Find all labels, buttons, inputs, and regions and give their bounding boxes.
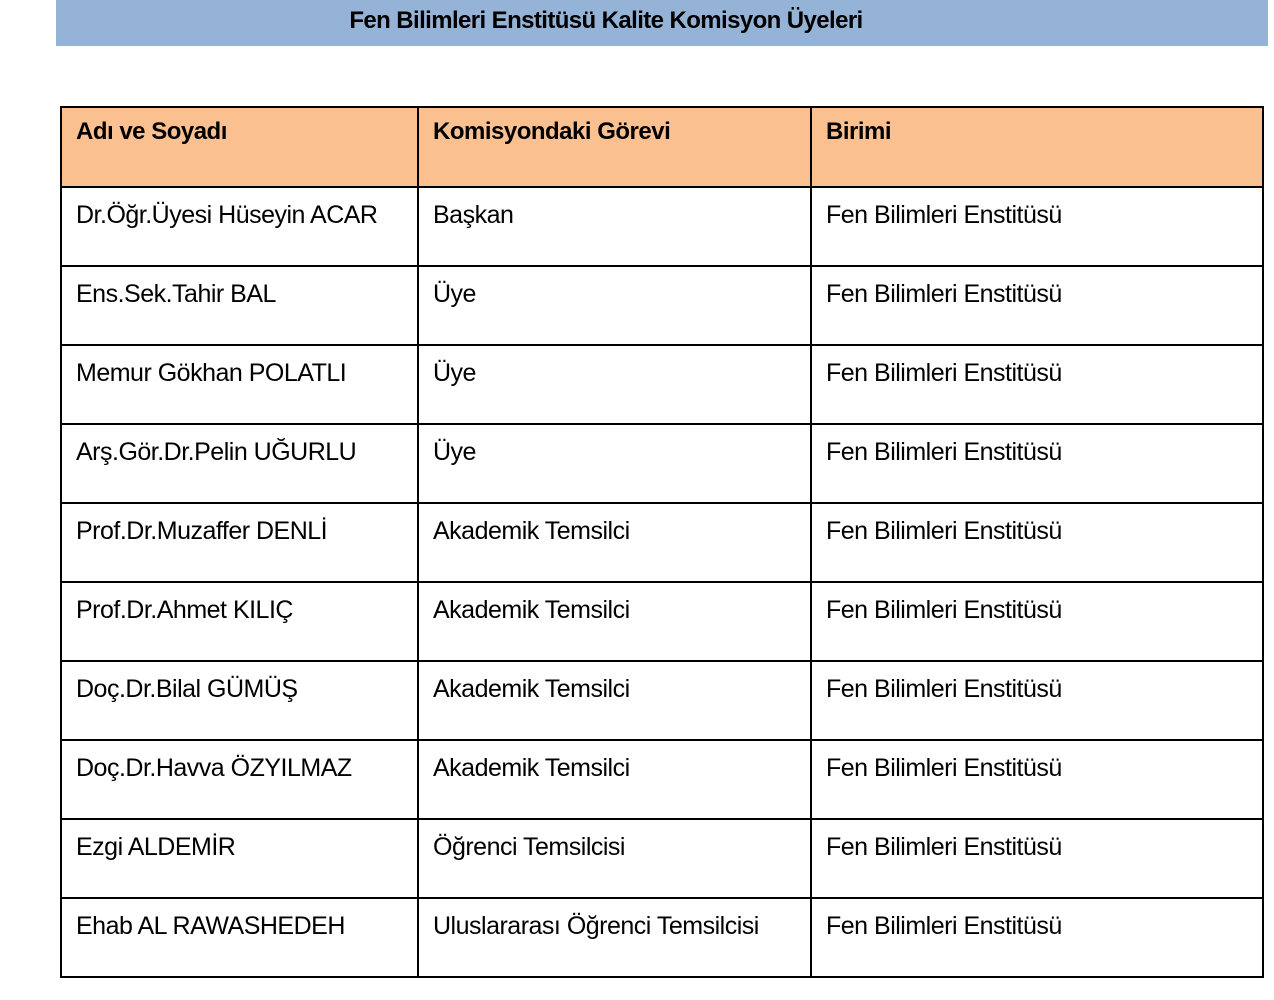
- table-row: [61, 819, 1263, 898]
- table-row: [61, 187, 1263, 266]
- member-role: Üye: [418, 266, 811, 345]
- header-unit: Birimi: [811, 107, 1263, 187]
- member-role: Akademik Temsilci: [418, 661, 811, 740]
- table-header-row: [61, 107, 1263, 187]
- table-row: [61, 582, 1263, 661]
- member-role: Üye: [418, 424, 811, 503]
- table-row: [61, 266, 1263, 345]
- table-row: [61, 898, 1263, 977]
- header-name: Adı ve Soyadı: [61, 107, 418, 187]
- member-unit: Fen Bilimleri Enstitüsü: [811, 661, 1263, 740]
- table-row: [61, 345, 1263, 424]
- member-unit: Fen Bilimleri Enstitüsü: [811, 582, 1263, 661]
- member-unit: Fen Bilimleri Enstitüsü: [811, 345, 1263, 424]
- member-role: Öğrenci Temsilcisi: [418, 819, 811, 898]
- member-unit: Fen Bilimleri Enstitüsü: [811, 266, 1263, 345]
- member-name: Prof.Dr.Muzaffer DENLİ: [61, 503, 418, 582]
- member-unit: Fen Bilimleri Enstitüsü: [811, 819, 1263, 898]
- member-name: Ezgi ALDEMİR: [61, 819, 418, 898]
- committee-members-table: [60, 106, 1264, 978]
- member-role: Akademik Temsilci: [418, 740, 811, 819]
- header-role: Komisyondaki Görevi: [418, 107, 811, 187]
- member-name: Doç.Dr.Havva ÖZYILMAZ: [61, 740, 418, 819]
- member-unit: Fen Bilimleri Enstitüsü: [811, 898, 1263, 977]
- member-unit: Fen Bilimleri Enstitüsü: [811, 424, 1263, 503]
- member-name: Doç.Dr.Bilal GÜMÜŞ: [61, 661, 418, 740]
- member-name: Prof.Dr.Ahmet KILIÇ: [61, 582, 418, 661]
- member-role: Uluslararası Öğrenci Temsilcisi: [418, 898, 811, 977]
- member-unit: Fen Bilimleri Enstitüsü: [811, 187, 1263, 266]
- table-row: [61, 661, 1263, 740]
- member-name: Memur Gökhan POLATLI: [61, 345, 418, 424]
- member-unit: Fen Bilimleri Enstitüsü: [811, 503, 1263, 582]
- member-role: Akademik Temsilci: [418, 582, 811, 661]
- member-name: Dr.Öğr.Üyesi Hüseyin ACAR: [61, 187, 418, 266]
- member-name: Ens.Sek.Tahir BAL: [61, 266, 418, 345]
- member-role: Üye: [418, 345, 811, 424]
- member-name: Ehab AL RAWASHEDEH: [61, 898, 418, 977]
- table-row: [61, 503, 1263, 582]
- member-name: Arş.Gör.Dr.Pelin UĞURLU: [61, 424, 418, 503]
- title-bar: [56, 0, 1268, 46]
- member-role: Başkan: [418, 187, 811, 266]
- table-row: [61, 424, 1263, 503]
- page-title: Fen Bilimleri Enstitüsü Kalite Komisyon Üyeleri: [349, 7, 863, 34]
- member-role: Akademik Temsilci: [418, 503, 811, 582]
- member-unit: Fen Bilimleri Enstitüsü: [811, 740, 1263, 819]
- table-row: [61, 740, 1263, 819]
